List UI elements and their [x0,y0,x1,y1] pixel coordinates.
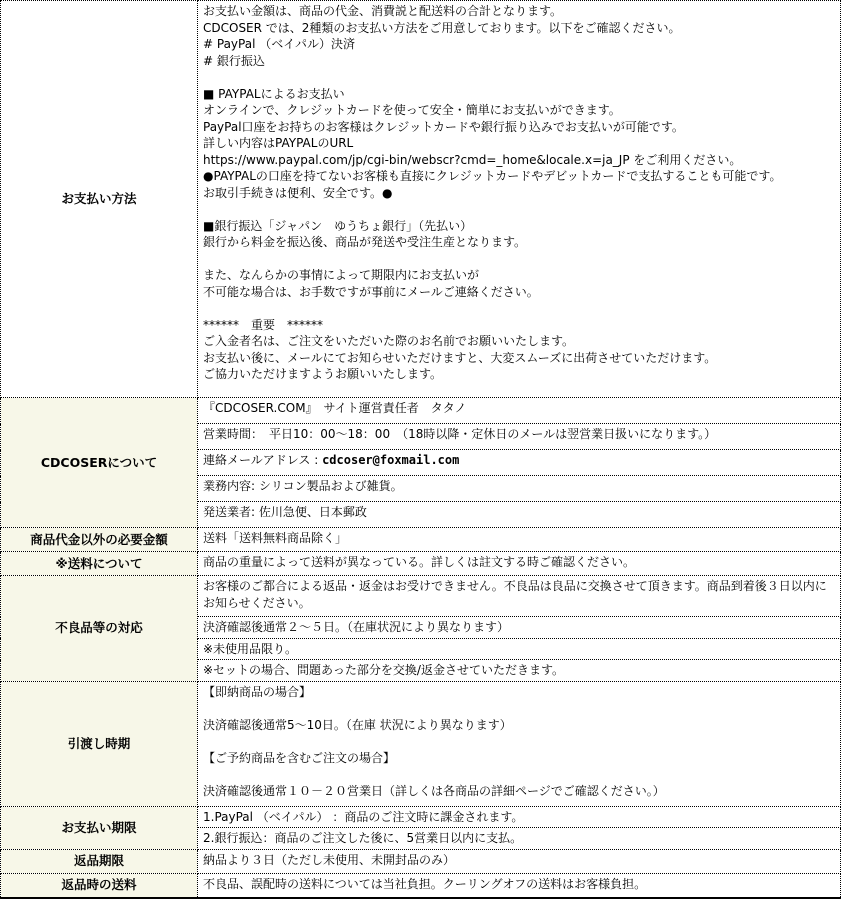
text-line [203,733,835,750]
row-delivery [1,681,841,806]
text-line: 【即納商品の場合】 [203,684,312,699]
about-contact-email-cell [198,450,841,476]
text-line: PayPal口座をお持ちのお客様はクレジットカードや銀行振り込みでお支払いが可能です。 [203,119,684,134]
text-line [203,700,835,717]
text-line: 詳しい内容はPAYPALのURL [203,136,354,150]
text-line [203,251,835,268]
text-line: ご入金者名は、ご注文をいただいた際のお名前でお願いいたします。 [203,334,575,348]
row-defects [1,576,841,617]
about-business-hours: 営業時間： 平日10：00～18：00 （18時以降・定休日のメールは翌営業日扱いになります。） [198,424,841,450]
row-header-return-shipping: 返品時の送料 [1,873,198,898]
contact-email-label: 連絡メールアドレス : [203,453,323,467]
text-line: ご協力いただけますようお願いいたします。 [203,367,443,381]
return-deadline-content: 納品より３日（ただし未使用、未開封品のみ） [198,849,841,873]
text-line: 不可能な場合は、お手数ですが事前にメールご連絡ください。 [203,284,539,299]
row-header-about-cdcoser: CDCOSERについて [1,398,198,528]
text-line [203,766,835,783]
row-header-delivery: 引渡し時期 [1,681,198,806]
row-about-cdcoser [1,398,841,424]
text-line: 決済確認後通常5～10日。（在庫 状況により異なります） [203,717,512,732]
defects-unused-only: ※未使用品限り。 [198,638,841,660]
text-line: お支払い後に、メールにてお知らせいただけますと、大変スムーズに出荷させていただけます。 [203,350,717,365]
text-line: # 銀行振込 [203,53,265,68]
text-line: ****** 重要 ****** [203,317,324,332]
row-shipping [1,552,841,576]
row-header-defects: 不良品等の対応 [1,576,198,682]
contact-email-address: cdcoser@foxmail.com [322,453,460,467]
row-header-shipping: ※送料について [1,552,198,576]
text-line: 決済確認後通常１０－２０営業日（詳しくは各商品の詳細ページでご確認ください。） [203,783,665,798]
text-line: 銀行から料金を振込後、商品が発送や受注生産となります。 [203,235,527,249]
return-shipping-content: 不良品、誤配時の送料については当社負担。クーリングオフの送料はお客様負担。 [198,873,841,898]
payment-deadline-paypal: 1.PayPal （ベイパル） ：商品のご注文時に課金されます。 [198,806,841,828]
payment-method-content [198,1,841,398]
delivery-content [198,681,841,806]
text-line: https://www.paypal.com/jp/cgi-bin/webscr?cmd=_home&locale.x=ja_JP をご利用ください。 [203,152,742,167]
row-return-shipping [1,873,841,898]
about-site-owner: 『CDCOSER.COM』 サイト運営責任者 タタノ [198,398,841,424]
text-line [203,201,835,218]
payment-deadline-bank: 2.銀行振込：商品のご注文した後に、5営業日以内に支払。 [198,828,841,850]
row-header-payment-method: お支払い方法 [1,1,198,398]
text-line [203,300,835,317]
row-payment-method [1,1,841,398]
text-line: 【ご予約商品を含むご注文の場合】 [203,750,396,765]
text-line [203,69,835,86]
about-business-content: 業務内容: シリコン製品および雑貨。 [198,476,841,502]
defects-set-policy: ※セットの場合、問題あった部分を交換/返金させていただきます。 [198,660,841,682]
text-line: お支払い金額は、商品の代金、消費説と配送料の合計となります。 [203,4,563,18]
row-header-return-deadline: 返品期限 [1,849,198,873]
about-shipper-content: 発送業者: 佐川急便、日本郵政 [198,502,841,528]
text-line: オンラインで、クレジットカードを使って安全・簡単にお支払いができます。 [203,103,621,117]
text-line: CDCOSER では、2種類のお支払い方法をご用意しております。以下をご確認ください。 [203,20,681,35]
row-payment-deadline [1,806,841,828]
row-header-payment-deadline: お支払い期限 [1,806,198,849]
shipping-content: 商品の重量によって送料が異なっている。詳しくは註文する時ご確認ください。 [198,552,841,576]
text-line: お取引手続きは便利、安全です。● [203,185,393,200]
text-line: また、なんらかの事情によって期限内にお支払いが [203,268,480,282]
text-line: ■ PAYPALによるお支払い [203,86,345,101]
defects-policy-content: お客様のご都合による返品・返金はお受けできません。不良品は良品に交換させて頂きます。商品到着後３日以内にお知らせください。 [198,576,841,617]
row-return-deadline [1,849,841,873]
text-line: # PayPal （ベイパル）決済 [203,37,355,51]
text-line: ●PAYPALの口座を持てないお客様も直接にクレジットカードやデビットカードで支払することも可能です。 [203,169,782,183]
row-extra-fees [1,528,841,552]
row-header-extra-fees: 商品代金以外の必要金額 [1,528,198,552]
extra-fees-content: 送料「送料無料商品除く」 [198,528,841,552]
text-line: ■銀行振込「ジャパン ゆうちょ銀行」（先払い） [203,218,473,233]
defects-exchange-time: 決済確認後通常２～５日。（在庫状況により異なります） [198,617,841,639]
